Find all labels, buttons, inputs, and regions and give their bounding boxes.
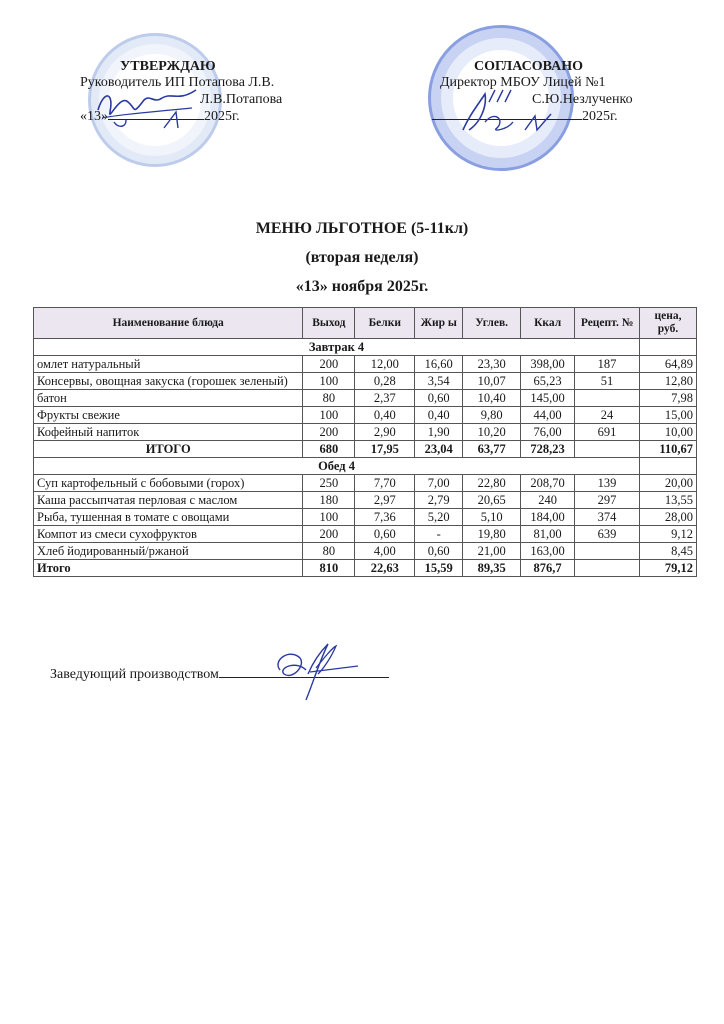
total-output: 810 [303,560,355,577]
total-label: Итого [34,560,303,577]
production-manager-label: Заведующий производством [50,667,219,682]
col-header-price: цена, руб. [640,308,697,339]
section-row-lunch [34,458,697,475]
agreed-signatory: С.Ю.Незлученко [532,92,633,107]
dish-price: 10,00 [640,424,697,441]
dish-carbs: 23,30 [463,356,521,373]
dish-fat: 3,54 [415,373,463,390]
table-row [34,356,697,373]
dish-recipe: 187 [575,356,640,373]
signature-potapova-icon [92,82,202,132]
approve-year: 2025г. [204,109,240,124]
approve-title: УТВЕРЖДАЮ [120,59,216,74]
dish-protein: 2,97 [355,492,415,509]
dish-recipe: 297 [575,492,640,509]
dish-price: 7,98 [640,390,697,407]
table-row [34,492,697,509]
menu-date: «13» ноября 2025г. [295,278,429,295]
dish-price: 15,00 [640,407,697,424]
dish-fat: 0,40 [415,407,463,424]
col-header-kcal: Ккал [521,308,575,339]
section-label: Обед 4 [34,458,640,475]
dish-fat: 7,00 [415,475,463,492]
total-protein: 17,95 [355,441,415,458]
menu-title: МЕНЮ ЛЬГОТНОЕ (5-11кл) [255,220,469,237]
dish-fat: - [415,526,463,543]
col-header-carbs: Углев. [463,308,521,339]
dish-protein: 4,00 [355,543,415,560]
dish-name: Фрукты свежие [34,407,303,424]
dish-output: 100 [303,509,355,526]
dish-protein: 0,40 [355,407,415,424]
dish-recipe: 139 [575,475,640,492]
signature-manager-icon [270,640,360,710]
col-header-output: Выход [303,308,355,339]
dish-kcal: 44,00 [521,407,575,424]
section-price-cell [640,339,697,356]
dish-carbs: 10,20 [463,424,521,441]
dish-price: 8,45 [640,543,697,560]
dish-name: омлет натуральный [34,356,303,373]
dish-carbs: 10,07 [463,373,521,390]
dish-output: 100 [303,373,355,390]
dish-carbs: 19,80 [463,526,521,543]
dish-carbs: 5,10 [463,509,521,526]
dish-output: 200 [303,424,355,441]
table-row [34,407,697,424]
dish-kcal: 398,00 [521,356,575,373]
total-carbs: 89,35 [463,560,521,577]
table-row [34,543,697,560]
dish-price: 12,80 [640,373,697,390]
dish-output: 200 [303,356,355,373]
dish-price: 64,89 [640,356,697,373]
agreed-year: 2025г. [582,109,618,124]
agreed-title: СОГЛАСОВАНО [474,59,583,74]
dish-name: Хлеб йодированный/ржаной [34,543,303,560]
dish-output: 80 [303,390,355,407]
dish-output: 250 [303,475,355,492]
menu-table [33,307,697,577]
dish-name: Консервы, овощная закуска (горошек зеленый) [34,373,303,390]
dish-price: 13,55 [640,492,697,509]
dish-recipe: 24 [575,407,640,424]
col-header-recipe: Рецепт. № [575,308,640,339]
dish-kcal: 76,00 [521,424,575,441]
signature-nezluchenko-icon [455,86,565,136]
section-label: Завтрак 4 [34,339,640,356]
dish-fat: 0,60 [415,543,463,560]
table-row [34,526,697,543]
dish-protein: 0,60 [355,526,415,543]
dish-name: Суп картофельный с бобовыми (горох) [34,475,303,492]
dish-name: Каша рассыпчатая перловая с маслом [34,492,303,509]
dish-price: 9,12 [640,526,697,543]
dish-fat: 2,79 [415,492,463,509]
col-header-name: Наименование блюда [34,308,303,339]
dish-recipe: 51 [575,373,640,390]
section-price-cell [640,458,697,475]
dish-recipe: 691 [575,424,640,441]
dish-kcal: 208,70 [521,475,575,492]
section-row-breakfast [34,339,697,356]
agreed-position: Директор МБОУ Лицей №1 [440,75,606,90]
dish-carbs: 10,40 [463,390,521,407]
dish-recipe: 639 [575,526,640,543]
approve-signatory: Л.В.Потапова [200,92,283,107]
dish-protein: 2,90 [355,424,415,441]
dish-kcal: 184,00 [521,509,575,526]
dish-carbs: 20,65 [463,492,521,509]
dish-output: 80 [303,543,355,560]
approve-date-day: «13» [80,109,108,124]
dish-fat: 0,60 [415,390,463,407]
dish-protein: 12,00 [355,356,415,373]
total-row-lunch [34,560,697,577]
table-row [34,475,697,492]
dish-name: батон [34,390,303,407]
dish-output: 100 [303,407,355,424]
total-row-breakfast [34,441,697,458]
dish-price: 20,00 [640,475,697,492]
total-label: ИТОГО [34,441,303,458]
total-recipe [575,441,640,458]
dish-price: 28,00 [640,509,697,526]
total-output: 680 [303,441,355,458]
dish-fat: 16,60 [415,356,463,373]
dish-name: Рыба, тушенная в томате с овощами [34,509,303,526]
total-price: 110,67 [640,441,697,458]
dish-kcal: 65,23 [521,373,575,390]
dish-protein: 0,28 [355,373,415,390]
total-carbs: 63,77 [463,441,521,458]
dish-output: 200 [303,526,355,543]
total-kcal: 728,23 [521,441,575,458]
dish-kcal: 81,00 [521,526,575,543]
table-header-row [34,308,697,339]
total-price: 79,12 [640,560,697,577]
dish-recipe [575,543,640,560]
dish-name: Компот из смеси сухофруктов [34,526,303,543]
dish-kcal: 145,00 [521,390,575,407]
dish-protein: 2,37 [355,390,415,407]
dish-output: 180 [303,492,355,509]
dish-carbs: 22,80 [463,475,521,492]
dish-recipe [575,390,640,407]
table-row [34,373,697,390]
menu-subtitle: (вторая неделя) [305,249,419,266]
total-fat: 15,59 [415,560,463,577]
dish-kcal: 240 [521,492,575,509]
dish-fat: 5,20 [415,509,463,526]
dish-fat: 1,90 [415,424,463,441]
total-fat: 23,04 [415,441,463,458]
dish-carbs: 21,00 [463,543,521,560]
total-kcal: 876,7 [521,560,575,577]
table-row [34,424,697,441]
col-header-fat: Жир ы [415,308,463,339]
total-recipe [575,560,640,577]
dish-protein: 7,36 [355,509,415,526]
table-row [34,509,697,526]
col-header-protein: Белки [355,308,415,339]
dish-kcal: 163,00 [521,543,575,560]
dish-protein: 7,70 [355,475,415,492]
table-row [34,390,697,407]
dish-recipe: 374 [575,509,640,526]
approve-position: Руководитель ИП Потапова Л.В. [80,75,275,90]
total-protein: 22,63 [355,560,415,577]
dish-name: Кофейный напиток [34,424,303,441]
dish-carbs: 9,80 [463,407,521,424]
